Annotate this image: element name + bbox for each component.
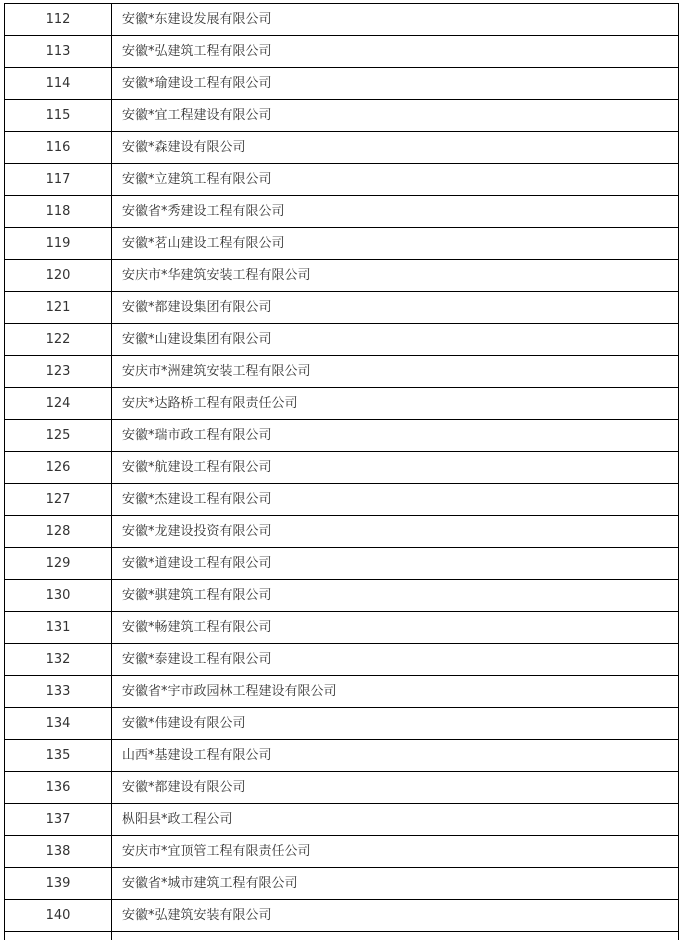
row-number-cell: 115: [5, 100, 112, 132]
table-row: [5, 356, 679, 388]
row-number-cell: 121: [5, 292, 112, 324]
row-number-cell: 128: [5, 516, 112, 548]
company-list-table: [4, 3, 679, 940]
row-number-cell: 116: [5, 132, 112, 164]
company-name-cell: 安庆市*洲建筑安装工程有限公司: [112, 356, 679, 388]
table-row: [5, 292, 679, 324]
row-number-cell: 119: [5, 228, 112, 260]
company-list-table-body: [5, 4, 679, 940]
table-row: [5, 100, 679, 132]
company-name-cell: 安徽*弘建筑工程有限公司: [112, 36, 679, 68]
row-number-cell: 122: [5, 324, 112, 356]
table-row: [5, 388, 679, 420]
row-number-cell: 138: [5, 836, 112, 868]
table-row: [5, 580, 679, 612]
company-name-cell: 安徽省*秀建设工程有限公司: [112, 196, 679, 228]
company-name-cell: 安徽*宜工程建设有限公司: [112, 100, 679, 132]
company-name-cell: 安徽*立建筑工程有限公司: [112, 164, 679, 196]
table-row: [5, 132, 679, 164]
table-row: [5, 484, 679, 516]
table-row: [5, 228, 679, 260]
row-number-cell: 113: [5, 36, 112, 68]
row-number-cell: 134: [5, 708, 112, 740]
company-name-cell: 安徽*杰建设工程有限公司: [112, 484, 679, 516]
table-row: [5, 4, 679, 36]
company-name-cell: 安徽*都建设有限公司: [112, 772, 679, 804]
row-number-cell: 120: [5, 260, 112, 292]
company-name-cell: 安庆市*华建筑安装工程有限公司: [112, 260, 679, 292]
company-name-cell: 安徽*弘建筑安装有限公司: [112, 900, 679, 932]
table-row: [5, 836, 679, 868]
row-number-cell: 139: [5, 868, 112, 900]
company-name-cell: 安徽*伟建设有限公司: [112, 708, 679, 740]
company-name-cell: 安徽*山建设集团有限公司: [112, 324, 679, 356]
table-row: [5, 68, 679, 100]
table-row: [5, 516, 679, 548]
company-name-cell: 安庆市*宜顶管工程有限责任公司: [112, 836, 679, 868]
table-row: [5, 260, 679, 292]
company-name-cell: 安徽*瑞市政工程有限公司: [112, 420, 679, 452]
row-number-cell: 126: [5, 452, 112, 484]
row-number-cell: 123: [5, 356, 112, 388]
row-number-cell: 140: [5, 900, 112, 932]
company-name-cell: 安徽*航建设工程有限公司: [112, 452, 679, 484]
table-row: [5, 644, 679, 676]
row-number-cell: 136: [5, 772, 112, 804]
row-number-cell: 130: [5, 580, 112, 612]
row-number-cell: 129: [5, 548, 112, 580]
row-number-cell: 118: [5, 196, 112, 228]
company-name-cell: 安庆*达路桥工程有限责任公司: [112, 388, 679, 420]
company-name-cell: 安徽*畅建筑工程有限公司: [112, 612, 679, 644]
row-number-cell: 117: [5, 164, 112, 196]
company-list-table-container: [4, 3, 679, 940]
table-row: [5, 676, 679, 708]
company-name-cell: 安徽*道建设工程有限公司: [112, 548, 679, 580]
table-row: [5, 900, 679, 932]
table-row: [5, 804, 679, 836]
table-row: [5, 740, 679, 772]
company-name-cell: 安徽*茗山建设工程有限公司: [112, 228, 679, 260]
table-row: [5, 324, 679, 356]
row-number-cell: 124: [5, 388, 112, 420]
table-row: [5, 196, 679, 228]
row-number-cell: 112: [5, 4, 112, 36]
table-row: [5, 36, 679, 68]
row-number-cell: 127: [5, 484, 112, 516]
row-number-cell: 135: [5, 740, 112, 772]
company-name-cell: 安徽*骐建筑工程有限公司: [112, 580, 679, 612]
table-row: [5, 612, 679, 644]
company-name-cell: 安徽省*宇市政园林工程建设有限公司: [112, 676, 679, 708]
table-row: [5, 708, 679, 740]
company-name-cell: 安徽*龙建设投资有限公司: [112, 516, 679, 548]
company-name-cell: 安徽*泰建设工程有限公司: [112, 644, 679, 676]
row-number-cell: 133: [5, 676, 112, 708]
company-name-cell: 安徽*森建设有限公司: [112, 132, 679, 164]
company-name-cell: 安徽*东建设发展有限公司: [112, 4, 679, 36]
table-row: [5, 772, 679, 804]
table-row: [5, 164, 679, 196]
table-row: [5, 420, 679, 452]
row-number-cell: 137: [5, 804, 112, 836]
row-number-cell: 131: [5, 612, 112, 644]
company-name-cell: 枞阳县*政工程公司: [112, 804, 679, 836]
table-row: [5, 548, 679, 580]
table-row: [5, 868, 679, 900]
company-name-cell: 安徽*瑜建设工程有限公司: [112, 68, 679, 100]
company-name-cell: 安徽*都建设集团有限公司: [112, 292, 679, 324]
row-number-cell: 114: [5, 68, 112, 100]
row-number-cell: 125: [5, 420, 112, 452]
row-number-cell: 132: [5, 644, 112, 676]
company-name-cell: 山西*基建设工程有限公司: [112, 740, 679, 772]
table-row: [5, 452, 679, 484]
company-name-cell: 安徽省*城市建筑工程有限公司: [112, 868, 679, 900]
